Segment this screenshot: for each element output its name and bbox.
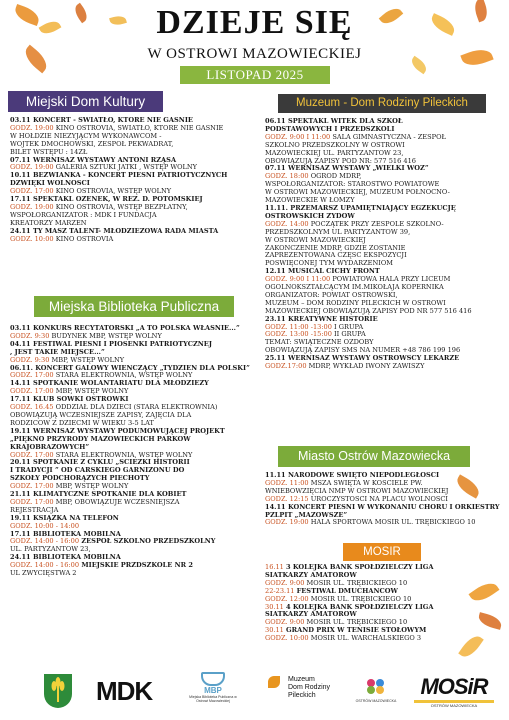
event-title: 14.11 KONCERT PIEŚNI W WYKONANIU CHÓRU I ORKIESTRY	[265, 503, 500, 511]
event-title: 4 KOLEJKA BANK SPÓŁDZIELCZY LIGA	[285, 603, 434, 611]
event-line	[265, 165, 505, 173]
event-title: 20.11 SPOTKANIE Z CYKLU „ŚCIEŻKI HISTORII	[10, 459, 190, 467]
event-detail: POCZĄTEK PRZY ZESPOLE SZKOLNO-	[308, 220, 444, 228]
event-detail: ORGANIZATOR: POWIAT OSTROWSKI,	[265, 291, 398, 299]
event-line	[10, 188, 268, 196]
event-title: 3 KOLEJKA BANK SPÓŁDZIELCZY LIGA	[285, 564, 434, 571]
event-title: 17.11 SPEKTAKL OZENEK, W REZ. D. POTOMSKIEJ	[10, 196, 203, 204]
event-line	[10, 404, 272, 412]
event-detail: HALA SPORTOWA MOSIR UL. TRĘBICKIEGO 10	[308, 519, 476, 527]
event-time: GODZ. 18:00	[265, 173, 309, 181]
muzeum-logo-line2: Dom Rodziny	[288, 684, 331, 691]
event-line	[10, 388, 272, 396]
event-title: SIATKARZY AMATORÓW	[265, 571, 357, 579]
mdk-logo: MDK	[96, 676, 153, 706]
event-time: GODZ. 10:00	[265, 635, 309, 643]
event-time: GODZ. 17:00	[10, 188, 54, 196]
section-header-mdk: Miejski Dom Kultury	[8, 91, 163, 112]
event-title: „PIĘKNO PRZYRODY MAZOWIECKICH PARKÓW	[10, 435, 191, 443]
event-detail: MSZA ŚWIĘTA W KOŚCIELE PW.	[308, 479, 423, 487]
event-detail: WNIEBOWZIĘCIA NMP W OSTROWI MAZOWIECKIEJ	[265, 487, 449, 495]
event-detail: BILET WSTĘPU : 14ZŁ	[10, 148, 88, 156]
event-detail: RODZICÓW Z DZIEĆMI W WIEKU 3-5 LAT	[10, 419, 154, 427]
event-title: ZESPÓŁ SZKOLNO PRZEDSZKOLNY	[79, 538, 216, 546]
event-line	[265, 472, 505, 480]
event-title: 03.11 KONCERT - ŚWIATŁO, KTÓRE NIE GAŚNIE	[10, 117, 193, 124]
event-line	[10, 491, 272, 499]
section-header-muzeum: Muzeum - Dom Rodziny Pileckich	[278, 94, 486, 113]
event-title: 24.11 BIBLIOTEKA MOBILNA	[10, 554, 121, 562]
event-line	[265, 260, 505, 268]
event-line	[10, 554, 272, 562]
event-detail: MAZOWIECKIEJ UL. PARTYZANTÓW 23,	[265, 149, 404, 157]
muzeum-logo-line1: Muzeum	[288, 676, 315, 683]
event-detail: ZAPREZENTOWANA CZĘŚĆ EKSPOZYCJI	[265, 252, 407, 260]
event-line	[265, 316, 505, 324]
event-title: 14.11 SPOTKANIE WOLANTARIATU DLA MŁODZIEŻY	[10, 380, 209, 388]
event-line	[265, 252, 505, 260]
event-line	[10, 499, 272, 507]
event-line	[265, 237, 505, 245]
event-line	[265, 572, 505, 580]
biblioteka-events	[10, 325, 272, 578]
event-line	[265, 580, 505, 588]
event-line	[265, 339, 505, 347]
event-detail: WOJTEK DMOCHOWSKI, ZESPÓŁ PEKWADRAT,	[10, 140, 174, 148]
event-line	[10, 507, 272, 515]
event-time: GODZ. 19:00	[10, 203, 54, 211]
event-title: 17.11 BIBLIOTEKA MOBILNA	[10, 530, 121, 538]
event-title: , JEST TAKIE MIEJSCE...”	[10, 348, 105, 356]
section-header-miasto: Miasto Ostrów Mazowiecka	[278, 446, 470, 467]
event-time: GODZ. 9:00 I 11:00	[265, 276, 331, 284]
event-time: GODZ. 17:00	[10, 483, 54, 491]
event-line	[10, 141, 268, 149]
event-line	[265, 126, 505, 134]
event-line	[265, 292, 505, 300]
mosir-events	[265, 564, 505, 643]
event-time: GODZ. 9:00 I 11:00	[265, 133, 331, 141]
event-detail: TEMAT: ŚWIĄTECZNE OZDOBY	[265, 339, 374, 347]
event-time: GODZ. 9:30	[10, 356, 50, 364]
event-detail: W HOŁDZIE NIEZYJĄCYM WYKONAWCOM -	[10, 132, 162, 140]
event-title: 24.11 TY MASZ TALENT- MŁODZIEŻOWA RADA MIASTA	[10, 227, 219, 235]
event-line	[265, 324, 505, 332]
event-line	[10, 325, 272, 333]
event-detail: W OSTROWI MAZOWIECKIEJ	[265, 236, 366, 244]
event-line	[10, 196, 268, 204]
event-time: GODZ. 9:30	[10, 332, 50, 340]
event-detail: UROCZYSTOŚCI NA PLACU WOLNOŚCI	[308, 495, 449, 503]
event-detail: POŚWIĘCONEJ TYM WYDARZENIOM	[265, 260, 393, 268]
event-detail: WSPÓŁORGANIZATOR: STAROSTWO POWIATOWE	[265, 181, 440, 189]
wheat-icon	[44, 674, 72, 708]
event-detail: OBOWIĄZUJĄ ZAPISY SMS NA NUMER +48 786 199 196	[265, 347, 461, 355]
event-time: 16.11	[265, 564, 286, 571]
event-line	[10, 538, 272, 546]
event-line	[10, 333, 272, 341]
event-detail: ZAKOŃCZENIE MDRP, GDZIE ZOSTANIE	[265, 244, 406, 252]
event-line	[265, 158, 505, 166]
event-time: GODZ. 14:00	[265, 220, 309, 228]
event-time: GODZ. 17:00	[10, 372, 54, 380]
event-detail: KINO OSTROVIA, ŚWIATŁO, KTÓRE NIE GAŚNIE	[53, 124, 224, 132]
event-title: 10.11 BEZWIANKA - KONCERT PIEŚNI PATRIOTYCZNYCH	[10, 172, 228, 180]
event-detail: MBP, WSTĘP WOLNY	[53, 483, 129, 491]
event-line	[10, 570, 272, 578]
event-detail: MAZOWIECKIE W ŁOMŻY	[265, 197, 355, 205]
event-title: GRAND PRIX W TENISIE STOŁOWYM	[285, 627, 427, 635]
page-subtitle: W OSTROWI MAZOWIECKIEJ	[147, 46, 362, 62]
event-title: 19.11 WERNISAŻ WYSTAWY PODUMOWUJĄCEJ PROJEKT	[10, 427, 225, 435]
event-time: GODZ. 10:00 - 14:00	[10, 522, 80, 530]
event-title: SIATKARZY AMATORÓW	[265, 611, 357, 619]
event-line	[10, 562, 272, 570]
event-time: GODZ. 11:00	[265, 479, 309, 487]
event-detail: ODDZIAŁ DLA DZIECI (STARA ELEKTROWNIA)	[53, 404, 218, 412]
event-time: 30.11	[265, 627, 286, 635]
event-detail: MAZOWIECKIEJ OBOWIĄZUJĄ ZAPISY POD NR 577 516 416	[265, 307, 472, 315]
miasto-logo	[352, 678, 400, 703]
event-detail: OGÓLNOKSZTAŁCĄCYM IM.MIKOŁAJA KOPERNIKA	[265, 284, 444, 292]
event-line	[265, 268, 505, 276]
sponsor-logos	[0, 668, 509, 720]
event-line	[265, 604, 505, 612]
event-line	[265, 276, 505, 284]
event-time: GODZ. 9:00	[265, 579, 305, 587]
event-time: GODZ. 12:15	[265, 495, 309, 503]
event-line	[10, 459, 272, 467]
mbp-logo	[188, 672, 238, 703]
flower-icon	[365, 678, 387, 694]
event-line	[10, 117, 268, 125]
event-detail: MOSIR UL. WARCHALSKIEGO 3	[308, 635, 422, 643]
event-line	[265, 331, 505, 339]
event-time: GODZ. 19:00	[10, 164, 54, 172]
event-time: GODZ. 11:00 -13:00	[265, 323, 332, 331]
event-title: OSTROWSKICH ŻYDÓW	[265, 212, 355, 220]
event-title: 17.11 KLUB SÓWKI OSTRÓWKI	[10, 396, 129, 404]
event-line	[265, 213, 505, 221]
muzeum-logo-line3: Pileckich	[288, 692, 316, 699]
event-detail: MUZEUM – DOM RODZINY PILECKICH W OSTROWI	[265, 299, 446, 307]
event-title: 19.11 KSIĄŻKA NA TELEFON	[10, 514, 119, 522]
event-time: 30.11	[265, 603, 286, 611]
event-time: GODZ. 19:00	[10, 124, 54, 132]
event-detail: MOSIR UL. TRĘBICKIEGO 10	[304, 579, 408, 587]
muzeum-mark-icon	[268, 676, 280, 688]
event-line	[10, 212, 268, 220]
event-line	[265, 519, 505, 527]
event-detail: I GRUPA	[331, 323, 364, 331]
miasto-logo-caption: OSTRÓW MAZOWIECKA	[355, 699, 397, 703]
event-detail: MBP, OBOWIĄZUJE WCZEŚNIEJSZA	[53, 498, 180, 506]
event-line	[265, 488, 505, 496]
event-detail: KINO OSTROVIA	[53, 235, 114, 243]
muzeum-events	[265, 118, 505, 371]
event-line	[265, 347, 505, 355]
event-detail: STARA ELEKTROWNIA, WSTĘP WOLNY	[53, 372, 193, 380]
event-line	[10, 483, 272, 491]
event-line	[10, 546, 272, 554]
event-detail: OGRÓD MDRP,	[308, 173, 362, 181]
mbp-logo-name: MBP	[204, 686, 222, 695]
book-icon	[201, 672, 225, 686]
event-line	[10, 125, 268, 133]
event-time: GODZ. 14:00 - 16:00	[10, 538, 80, 546]
section-header-biblioteka: Miejska Biblioteka Publiczna	[34, 296, 234, 317]
event-line	[10, 172, 268, 180]
event-detail: UL. PARTYZANTÓW 23,	[10, 546, 91, 554]
event-line	[265, 355, 505, 363]
event-title: 25.11 WERNISAŻ WYSTAWY OSTROWSCY LEKARZE	[265, 355, 460, 363]
event-title: 03.11	[10, 325, 33, 332]
event-time: GODZ. 12:00	[265, 595, 309, 603]
event-line	[265, 619, 505, 627]
event-detail: PRZEDSZKOLNYM UL PARTYZANTÓW 39,	[265, 228, 411, 236]
event-line	[265, 635, 505, 643]
event-line	[265, 142, 505, 150]
event-title: 21.11 KLIMATYCZNE SPOTKANIE DLA KOBIET	[10, 491, 187, 499]
event-detail: OBOWIĄZUJĄ WCZEŚNIEJSZE ZAPISY, ZAJĘCIA DLA	[10, 411, 192, 419]
event-line	[10, 157, 268, 165]
event-detail: STARA ELEKTROWNIA, WSTĘP WOLNY	[53, 451, 193, 459]
event-line	[265, 229, 505, 237]
event-title: I TRADYCJI ” OD CARSKIEGO GARNIZONU DO	[10, 467, 185, 475]
event-line	[10, 452, 272, 460]
event-line	[10, 467, 272, 475]
event-title: SZKOŁY PODCHORĄŻYCH PIECHOTY	[10, 475, 150, 483]
event-line	[265, 363, 505, 371]
event-line	[10, 180, 268, 188]
event-line	[265, 181, 505, 189]
event-line	[10, 164, 268, 172]
event-line	[265, 134, 505, 142]
event-line	[265, 245, 505, 253]
event-line	[265, 611, 505, 619]
event-title: 04.11 FESTIWAL PIEŚNI I PIOSENKI PATRIOTYCZNEJ	[10, 340, 212, 348]
event-line	[265, 284, 505, 292]
event-detail: MOSIR UL. TRĘBICKIEGO 10	[308, 595, 412, 603]
section-header-mosir: MOSIR	[343, 543, 421, 561]
miasto-events	[265, 472, 505, 527]
event-detail: BUDYNEK MBP, WSTĘP WOLNY	[49, 332, 162, 340]
event-line	[265, 588, 505, 596]
event-line	[265, 627, 505, 635]
event-line	[265, 564, 505, 572]
event-line	[10, 515, 272, 523]
mosir-logo-caption: OSTRÓW MAZOWIECKA	[430, 703, 478, 708]
event-detail: KINO OSTROVIA, WSTĘP BEZPŁATNY,	[53, 203, 188, 211]
event-title: KONKURS RECYTATORSKI „A TO POLSKA WŁAŚNIE...”	[32, 325, 240, 332]
event-line	[265, 308, 505, 316]
event-time: GODZ. 10:00	[10, 235, 54, 243]
event-line	[10, 475, 272, 483]
event-line	[265, 197, 505, 205]
event-detail: SZKOLNO PRZEDSZKOLNY W OSTROWI	[265, 141, 405, 149]
event-time: GODZ. 17:00	[10, 498, 54, 506]
event-line	[10, 436, 272, 444]
event-title: KRAJOBRAZOWYCH”	[10, 443, 90, 451]
month-badge: LISTOPAD 2025	[180, 66, 330, 84]
event-line	[10, 428, 272, 436]
event-line	[10, 204, 268, 212]
event-line	[10, 349, 272, 357]
event-time: GODZ. 13:00 -15:00	[265, 331, 332, 339]
event-line	[10, 531, 272, 539]
event-time: GODZ. 14:00 - 16:00	[10, 562, 80, 570]
event-title: PZLPIT „MAZOWSZE”	[265, 511, 348, 519]
mbp-logo-caption: Miejska Biblioteka Publiczna w Ostrowi Mazowieckiej	[189, 695, 237, 703]
event-title: PODSTAWOWYCH I PRZEDSZKOLI	[265, 125, 395, 133]
event-line	[10, 365, 272, 373]
event-line	[265, 512, 505, 520]
event-title: 12.11 MUSICAL CICHY FRONT	[265, 268, 380, 276]
event-detail: REJESTRACJA	[10, 506, 59, 514]
event-line	[265, 221, 505, 229]
event-detail: POWIATOWA HALA PRZY LICEUM	[330, 276, 451, 284]
event-line	[265, 173, 505, 181]
event-detail: W OSTROWI MAZOWIECKIEJ, MUZEUM PÓŁNOCNO-	[265, 189, 450, 197]
event-line	[265, 150, 505, 158]
event-line	[10, 396, 272, 404]
event-line	[10, 228, 268, 236]
event-line	[10, 236, 268, 244]
event-detail: KINO OSTROVIA, WSTĘP WOLNY	[53, 188, 172, 196]
page-title: DZIEJE SIĘ	[156, 4, 353, 41]
mosir-logo	[414, 674, 494, 708]
event-detail: KREATORZY MARZEŃ	[10, 219, 87, 227]
event-title: 07.11 WERNISAŻ WYSTAWY „WIELKI WÓZ”	[265, 165, 429, 173]
city-coat-of-arms-icon	[44, 674, 72, 708]
event-detail: MBP, WSTĘP WOLNY	[49, 356, 125, 364]
event-line	[10, 357, 272, 365]
event-title: MIEJSKIE PRZDSZKOLE NR 2	[79, 562, 193, 570]
event-detail: MBP, WSTĘP WOLNY	[53, 388, 129, 396]
event-line	[10, 380, 272, 388]
event-time: GODZ. 9:00	[265, 619, 305, 627]
event-detail: UL ZWYCIĘSTWA 2	[10, 570, 77, 578]
event-line	[265, 496, 505, 504]
event-line	[265, 596, 505, 604]
event-title: DŹWIĘKI WOLNOŚCI	[10, 180, 90, 188]
event-line	[265, 189, 505, 197]
event-detail: MDRP, WYKŁAD IWONY ZAWISZY	[306, 363, 425, 371]
event-detail: GALERIA SZTUKI JATKI , WSTĘP WOLNY	[53, 164, 198, 172]
event-detail: WSPÓŁORGANIZATOR : MDK I FUNDACJA	[10, 211, 157, 219]
event-line	[265, 480, 505, 488]
event-line	[10, 523, 272, 531]
event-time: GODZ. 19:00	[265, 519, 309, 527]
event-time: GODZ.17:00	[265, 363, 307, 371]
event-line	[265, 205, 505, 213]
event-time: GODZ. 17:00	[10, 451, 54, 459]
event-time: GODZ. 17:00	[10, 388, 54, 396]
event-title: 11.11. PRZEMARSZ UPAMIĘTNIAJĄCY EGZEKUCJĘ	[265, 204, 456, 212]
event-line	[10, 420, 272, 428]
event-line	[10, 412, 272, 420]
event-title: 07.11 WERNISAŻ WYSTAWY ANTONI RZĄSA	[10, 156, 177, 164]
event-line	[10, 149, 268, 157]
event-line	[265, 504, 505, 512]
event-title: 06.11. KONCERT GALOWY WIEŃCZĄCY „TYDZIEŃ DLA POLSKI”	[10, 364, 250, 372]
mdk-events	[10, 117, 268, 244]
event-line	[10, 444, 272, 452]
event-line	[10, 372, 272, 380]
event-line	[10, 341, 272, 349]
event-line	[10, 133, 268, 141]
event-detail: OBOWIĄZUJĄ ZAPISY POD NR: 577 516 416	[265, 157, 416, 165]
event-title: 11.11 NARODOWE ŚWIĘTO NIEPODLEGŁOŚCI	[265, 472, 440, 479]
event-title: 06.11 SPEKTAKL WITEK DLA SZKÓŁ	[265, 118, 403, 125]
event-line	[265, 300, 505, 308]
event-detail: MOSIR UL. TRĘBICKIEGO 10	[304, 619, 408, 627]
mosir-logo-text: MOSiR	[414, 674, 494, 703]
event-title: 23.11 KREATYWNE HISTORIE	[265, 315, 378, 323]
event-detail: SALA GIMNASTYCZNA - ZESPÓŁ	[330, 133, 446, 141]
event-line	[265, 118, 505, 126]
event-detail: II GRUPA	[331, 331, 366, 339]
event-line	[10, 220, 268, 228]
event-time: GODZ. 16.45	[10, 404, 54, 412]
event-title: FESTIWAL DMUCHAŃCÓW	[296, 587, 398, 595]
event-time: 22-23.11	[265, 587, 297, 595]
